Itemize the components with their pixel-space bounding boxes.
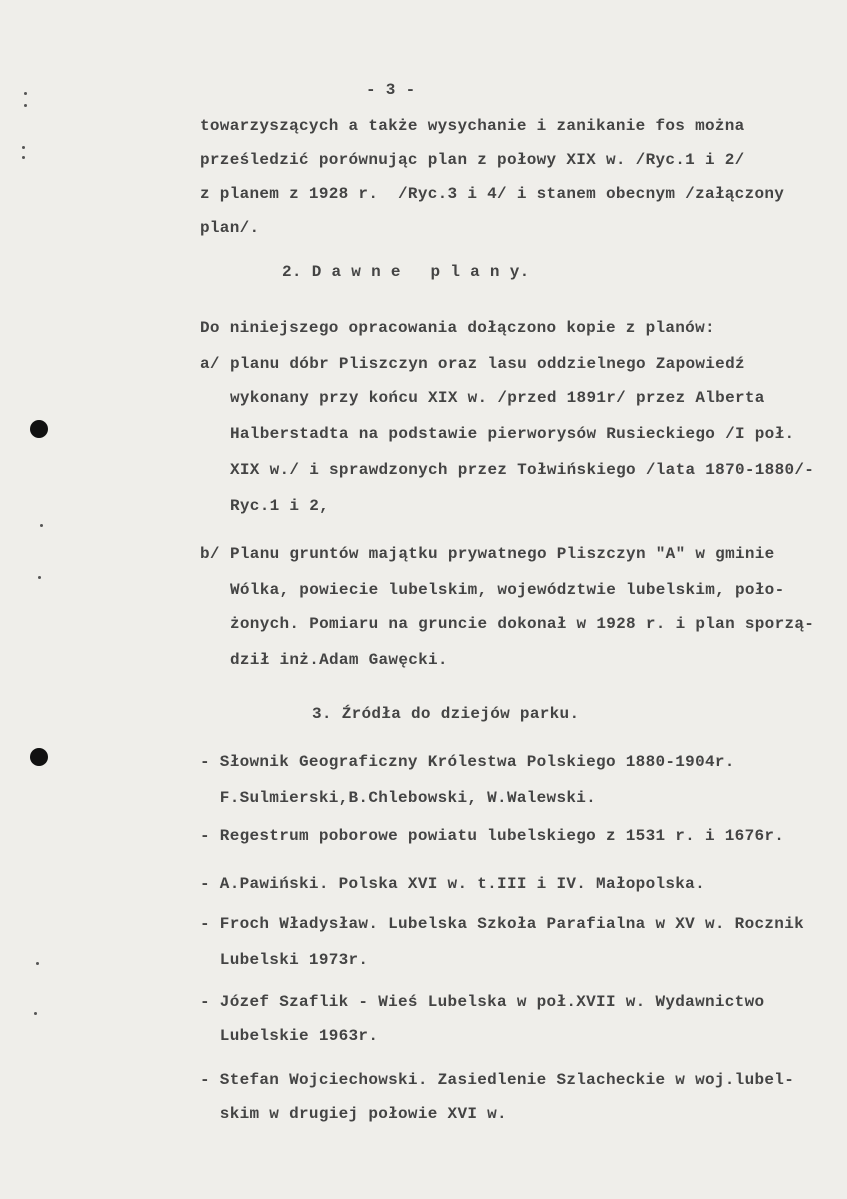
page-number: - 3 - [366,81,416,99]
paragraph-line: plan/. [200,219,260,237]
source-line: - Froch Władysław. Lubelska Szkoła Parafialna w XV w. Rocznik [200,915,804,933]
paragraph-line: z planem z 1928 r. /Ryc.3 i 4/ i stanem obecnym /załączony [200,185,785,203]
source-line: - Regestrum poborowe powiatu lubelskiego z 1531 r. i 1676r. [200,827,785,845]
item-line: Wólka, powiecie lubelskim, województwie lubelskim, poło- [230,581,785,599]
source-line: - Słownik Geograficzny Królestwa Polskiego 1880-1904r. [200,753,735,771]
margin-speck [24,104,27,107]
item-line: Planu gruntów majątku prywatnego Pliszczyn "A" w gminie [230,545,775,563]
source-line: - Józef Szaflik - Wieś Lubelska w poł.XVII w. Wydawnictwo [200,993,765,1011]
intro-line: Do niniejszego opracowania dołączono kopie z planów: [200,319,715,337]
margin-speck [40,524,43,527]
margin-speck [22,156,25,159]
source-line: skim w drugiej połowie XVI w. [200,1105,507,1123]
margin-speck [34,1012,37,1015]
section-heading: 2. D a w n e p l a n y. [282,263,530,281]
source-line: - A.Pawiński. Polska XVI w. t.III i IV. Małopolska. [200,875,705,893]
item-marker: b/ [200,545,220,563]
margin-speck [22,146,25,149]
margin-speck [24,92,27,95]
item-line: dził inż.Adam Gawęcki. [230,651,448,669]
paragraph-line: towarzyszących a także wysychanie i zanikanie fos można [200,117,745,135]
source-line: Lubelskie 1963r. [200,1027,379,1045]
item-line: planu dóbr Pliszczyn oraz lasu oddzielnego Zapowiedź [230,355,745,373]
paragraph-line: prześledzić porównując plan z połowy XIX w. /Ryc.1 i 2/ [200,151,745,169]
margin-speck [36,962,39,965]
item-line: Halberstadta na podstawie pierworysów Rusieckiego /I poł. [230,425,795,443]
section-heading: 3. Źródła do dziejów parku. [312,705,580,723]
source-line: Lubelski 1973r. [200,951,369,969]
item-line: żonych. Pomiaru na gruncie dokonał w 1928 r. i plan sporzą- [230,615,815,633]
item-line: wykonany przy końcu XIX w. /przed 1891r/ przez Alberta [230,389,765,407]
item-marker: a/ [200,355,220,373]
item-line: XIX w./ i sprawdzonych przez Tołwińskiego /lata 1870-1880/- [230,461,815,479]
punch-hole-top [30,420,48,438]
source-line: F.Sulmierski,B.Chlebowski, W.Walewski. [200,789,597,807]
item-line: Ryc.1 i 2, [230,497,330,515]
source-line: - Stefan Wojciechowski. Zasiedlenie Szlacheckie w woj.lubel- [200,1071,795,1089]
punch-hole-bottom [30,748,48,766]
margin-speck [38,576,41,579]
